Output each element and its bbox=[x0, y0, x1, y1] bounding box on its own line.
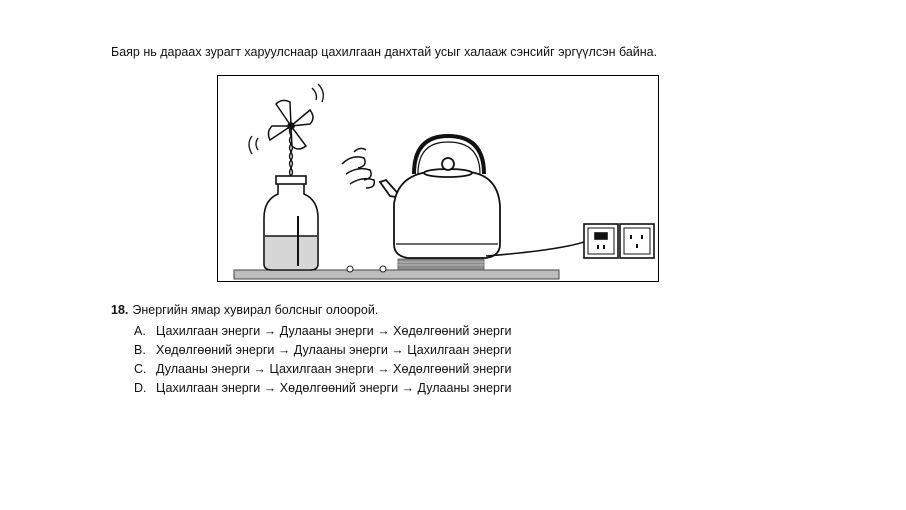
fan-icon bbox=[268, 100, 313, 149]
intro-text: Баяр нь дараах зурагт харуулснаар цахилгаан данхтай усыг халааж сэнсийг эргүүлсэн байна. bbox=[111, 45, 658, 59]
power-cord bbox=[486, 236, 598, 256]
option-letter: C. bbox=[134, 362, 147, 376]
option-b[interactable] bbox=[134, 341, 512, 360]
wall-socket-left bbox=[584, 224, 618, 258]
option-d[interactable] bbox=[134, 379, 512, 398]
question-text: Энергийн ямар хувирал болсныг олоорой. bbox=[132, 303, 379, 317]
table-knob bbox=[380, 266, 386, 272]
option-letter: B. bbox=[134, 343, 146, 357]
option-a[interactable] bbox=[134, 322, 512, 341]
option-text: Цахилгаан энерги → Дулааны энерги → Хөдөлгөөний энерги bbox=[156, 324, 512, 338]
option-c[interactable] bbox=[134, 360, 512, 379]
illustration-figure bbox=[217, 75, 659, 282]
table-surface bbox=[234, 270, 559, 279]
question-number: 18. bbox=[111, 303, 129, 317]
option-letter: D. bbox=[134, 381, 147, 395]
kettle-fan-illustration bbox=[218, 76, 660, 283]
option-letter: A. bbox=[134, 324, 146, 338]
answer-options bbox=[134, 322, 512, 398]
option-text: Хөдөлгөөний энерги → Дулааны энерги → Цахилгаан энерги bbox=[156, 343, 512, 357]
steam-icon bbox=[342, 148, 374, 188]
kettle-icon bbox=[380, 136, 500, 258]
wall-socket-right bbox=[620, 224, 654, 258]
option-text: Цахилгаан энерги → Хөдөлгөөний энерги → Дулааны энерги bbox=[156, 381, 512, 395]
bottle bbox=[264, 176, 318, 270]
question bbox=[111, 303, 378, 317]
table-knob bbox=[347, 266, 353, 272]
option-text: Дулааны энерги → Цахилгаан энерги → Хөдөлгөөний энерги bbox=[156, 362, 512, 376]
